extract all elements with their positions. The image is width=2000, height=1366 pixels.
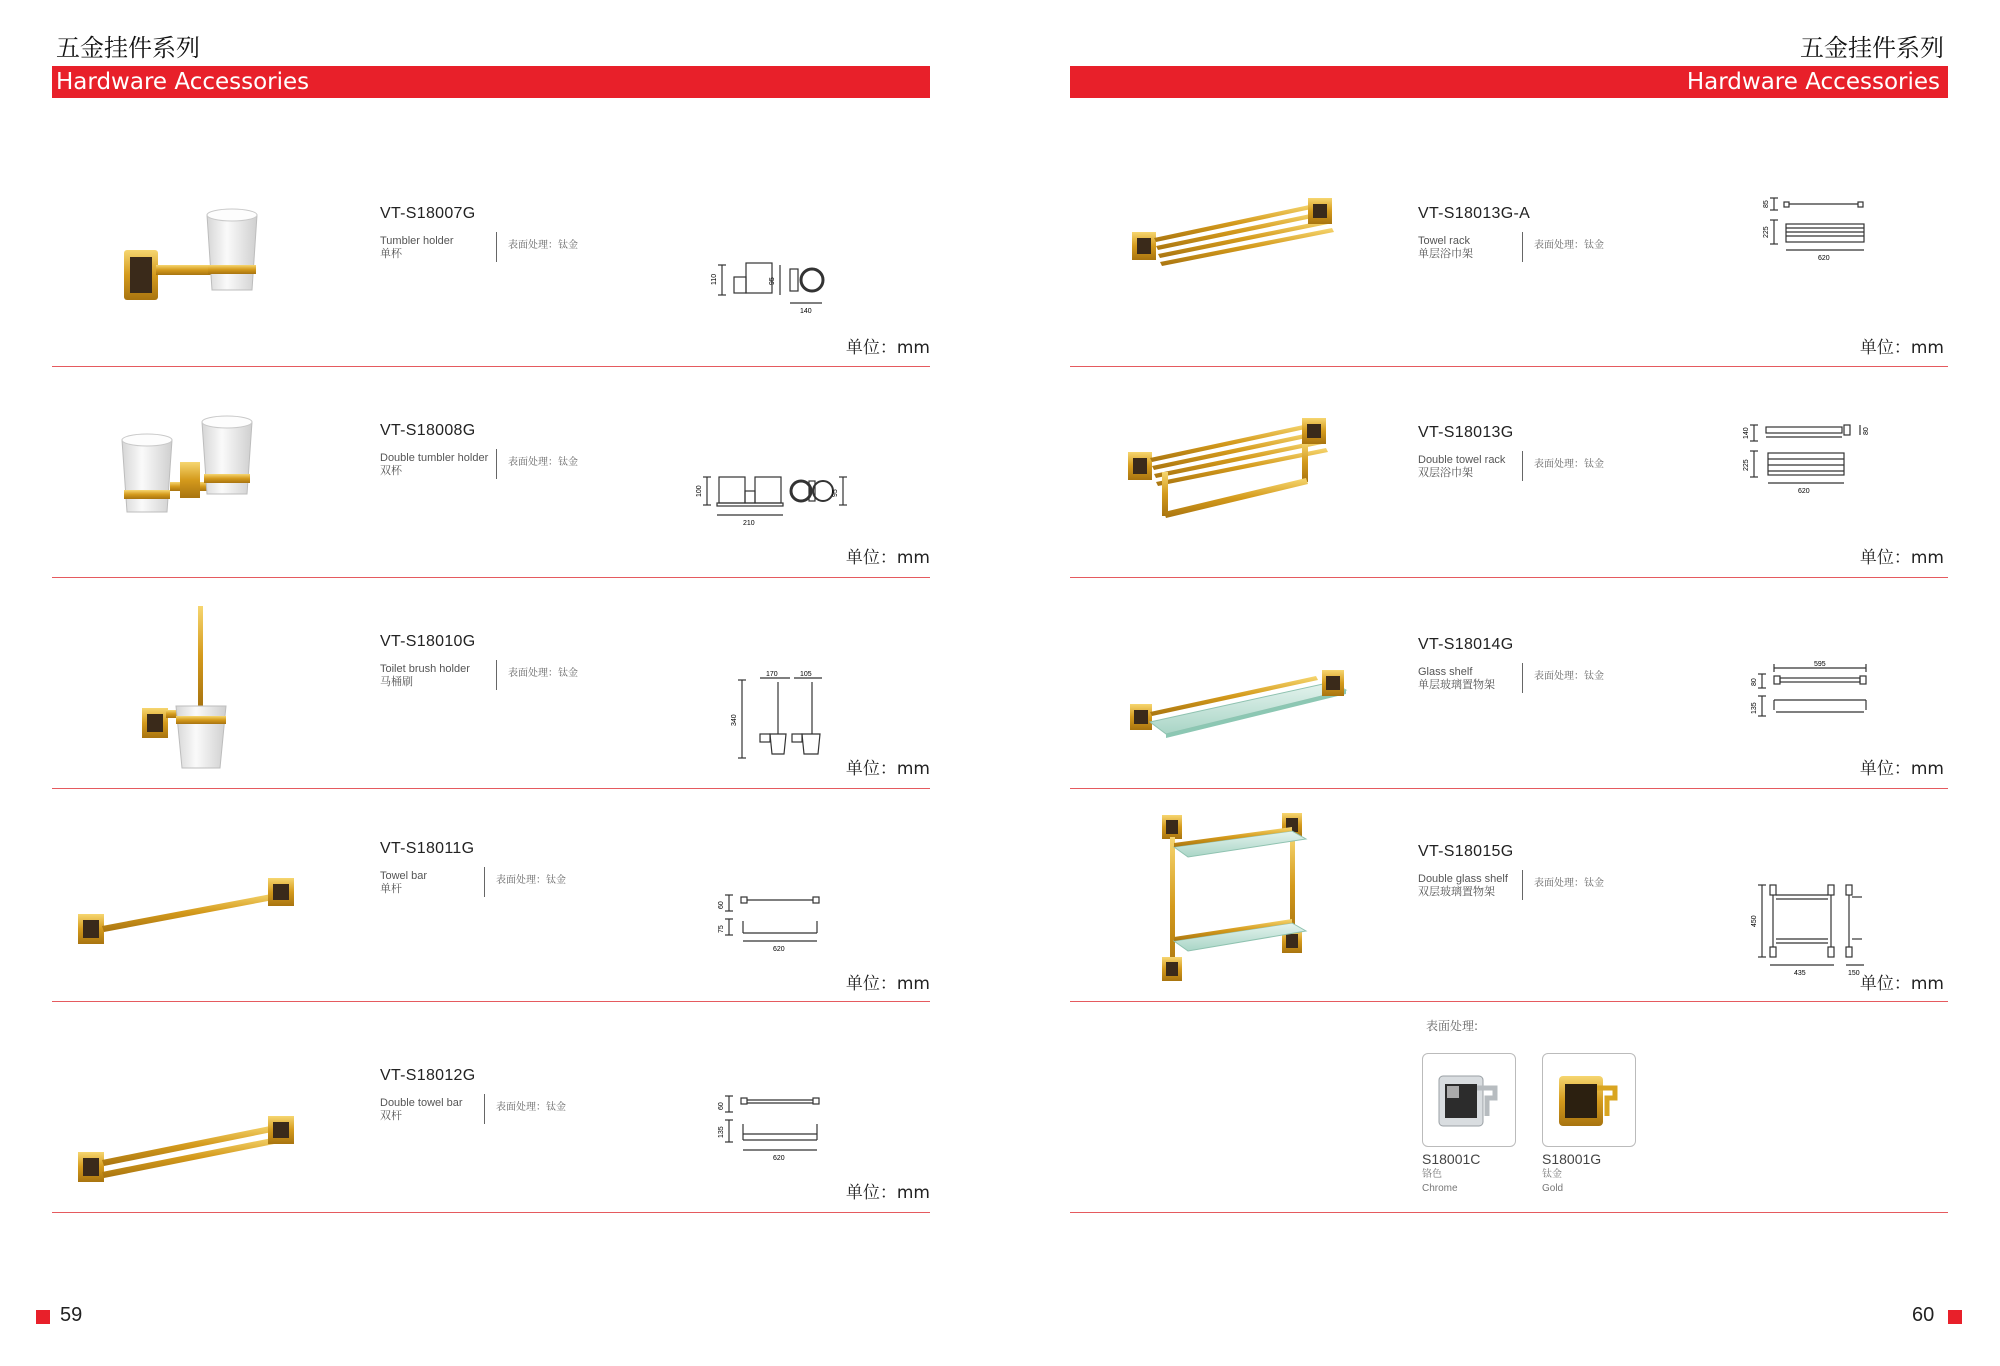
dim-1: 110 [711, 273, 718, 285]
left-banner-text: Hardware Accessories [56, 69, 310, 95]
product-name-cn: 单层玻璃置物架 [1418, 679, 1495, 691]
product-row-vt-s18015g [1070, 789, 1948, 1001]
dim-3: 620 [773, 1155, 785, 1162]
unit-label: 单位：mm [845, 974, 930, 994]
glass-shelf-drawing [1750, 660, 1880, 740]
dim-2: 225 [1763, 226, 1770, 238]
product-name-cn: 双层玻璃置物架 [1418, 886, 1495, 898]
product-row-vt-s18011g [52, 789, 930, 1001]
chrome-hook-icon [1423, 1054, 1515, 1146]
page-number-right: 60 [1912, 1304, 1935, 1326]
dim-2: 95 [769, 277, 776, 285]
right-red-banner [1070, 66, 1948, 98]
finish-text: 表面处理：钛金 [508, 240, 578, 251]
product-name-en: Double tumbler holder [380, 452, 489, 464]
finish-text: 表面处理：钛金 [1534, 240, 1604, 251]
unit-label: 单位：mm [845, 548, 930, 568]
right-banner-text: Hardware Accessories [1686, 69, 1940, 95]
finish-text: 表面处理：钛金 [1534, 671, 1604, 682]
left-red-banner [52, 66, 930, 98]
product-row-vt-s18014g [1070, 578, 1948, 788]
tumbler-holder-photo [112, 195, 292, 325]
product-name-cn: 单杆 [380, 883, 402, 895]
unit-label: 单位：mm [845, 759, 930, 779]
tumbler-holder-drawing [712, 255, 872, 325]
dim-1: 450 [1751, 915, 1758, 927]
separator [496, 232, 497, 262]
row-divider [1070, 1212, 1948, 1213]
product-name-en: Double glass shelf [1418, 873, 1508, 885]
product-name-cn: 双杆 [380, 1110, 402, 1122]
product-row-vt-s18013g-a [1070, 140, 1948, 366]
product-name-cn: 双杯 [380, 465, 402, 477]
product-name-en: Toilet brush holder [380, 663, 470, 675]
product-model: VT-S18008G [380, 422, 476, 439]
dim-2: 210 [743, 520, 755, 527]
finish-text: 表面处理：钛金 [496, 1102, 566, 1113]
finish-text: 表面处理：钛金 [1534, 878, 1604, 889]
dim-3: 150 [1848, 970, 1860, 977]
product-name-en: Double towel bar [380, 1097, 463, 1109]
unit-label: 单位：mm [1859, 338, 1944, 358]
swatch-chrome-code: S18001C [1422, 1151, 1481, 1167]
product-model: VT-S18007G [380, 205, 476, 222]
dim-1: 170 [766, 671, 778, 678]
row-divider [52, 1212, 930, 1213]
dim-3: 95 [832, 489, 839, 497]
page-number-left: 59 [60, 1304, 83, 1326]
double-glass-shelf-drawing [1750, 881, 1880, 981]
product-row-vt-s18007g [52, 140, 930, 366]
right-header-title: 五金挂件系列 [1800, 34, 1944, 62]
product-model: VT-S18015G [1418, 843, 1514, 860]
product-name-en: Tumbler holder [380, 235, 454, 247]
product-name-en: Double towel rack [1418, 454, 1506, 466]
finish-text: 表面处理：钛金 [1534, 459, 1604, 470]
toilet-brush-holder-drawing [730, 670, 850, 770]
double-glass-shelf-photo [1158, 809, 1328, 989]
product-row-vt-s18008g [52, 367, 930, 577]
towel-rack-photo [1128, 192, 1358, 292]
swatch-gold[interactable] [1542, 1053, 1636, 1147]
towel-bar-drawing [717, 889, 837, 959]
product-row-vt-s18012g [52, 1002, 930, 1212]
dim-1: 100 [696, 485, 703, 497]
product-model: VT-S18011G [380, 840, 475, 857]
swatch-chrome[interactable] [1422, 1053, 1516, 1147]
left-header-title: 五金挂件系列 [56, 34, 200, 62]
product-name-cn: 单层浴巾架 [1418, 248, 1473, 260]
swatch-gold-code: S18001G [1542, 1151, 1602, 1167]
unit-label: 单位：mm [845, 338, 930, 358]
separator [1522, 232, 1523, 262]
finish-swatches [1420, 1015, 1680, 1205]
swatch-chrome-cn: 铬色 [1422, 1169, 1442, 1180]
separator [484, 1094, 485, 1124]
double-towel-bar-photo [72, 1102, 322, 1192]
dim-3: 620 [773, 946, 785, 953]
product-name-en: Glass shelf [1418, 666, 1473, 678]
dim-2: 135 [718, 1126, 725, 1138]
separator [1522, 663, 1523, 693]
separator [496, 449, 497, 479]
product-row-vt-s18010g [52, 578, 930, 788]
double-towel-bar-drawing [717, 1090, 837, 1170]
dim-2: 75 [718, 925, 725, 933]
product-model: VT-S18013G [1418, 424, 1514, 441]
dim-3: 135 [1751, 702, 1758, 714]
unit-label: 单位：mm [845, 1183, 930, 1203]
product-model: VT-S18014G [1418, 636, 1514, 653]
product-row-vt-s18013g [1070, 367, 1948, 577]
unit-label: 单位：mm [1859, 759, 1944, 779]
dim-1: 60 [718, 901, 725, 909]
page-marker-right [1948, 1310, 1962, 1324]
dim-3: 340 [731, 714, 738, 726]
page-marker-left [36, 1310, 50, 1324]
dim-3: 140 [800, 308, 812, 315]
towel-rack-drawing [1760, 192, 1880, 272]
dim-2: 435 [1794, 970, 1806, 977]
finish-text: 表面处理：钛金 [496, 875, 566, 886]
swatch-gold-cn: 钛金 [1542, 1169, 1562, 1180]
dim-2: 80 [1863, 427, 1870, 435]
glass-shelf-photo [1126, 668, 1366, 758]
separator [1522, 451, 1523, 481]
product-model: VT-S18012G [380, 1067, 476, 1084]
dim-4: 620 [1798, 488, 1810, 495]
swatch-chrome-en: Chrome [1422, 1183, 1458, 1194]
swatch-heading: 表面处理: [1426, 1019, 1479, 1033]
unit-label: 单位：mm [1859, 974, 1944, 994]
separator [496, 660, 497, 690]
dim-2: 80 [1751, 678, 1758, 686]
towel-bar-photo [72, 864, 322, 954]
product-name-cn: 双层浴巾架 [1418, 467, 1473, 479]
dim-1: 140 [1743, 427, 1750, 439]
dim-1: 85 [1763, 200, 1770, 208]
separator [484, 867, 485, 897]
product-name-en: Towel rack [1418, 235, 1470, 247]
product-name-en: Towel bar [380, 870, 428, 882]
product-name-cn: 单杯 [380, 248, 402, 260]
product-model: VT-S18010G [380, 633, 476, 650]
dim-1: 595 [1814, 661, 1826, 668]
double-towel-rack-photo [1122, 412, 1352, 542]
double-towel-rack-drawing [1740, 417, 1880, 507]
finish-text: 表面处理：钛金 [508, 668, 578, 679]
dim-3: 620 [1818, 255, 1830, 262]
double-tumbler-holder-photo [112, 412, 312, 532]
toilet-brush-holder-photo [132, 598, 252, 778]
double-tumbler-holder-drawing [697, 467, 887, 537]
dim-3: 225 [1743, 459, 1750, 471]
gold-hook-icon [1543, 1054, 1635, 1146]
separator [1522, 870, 1523, 900]
product-model: VT-S18013G-A [1418, 205, 1531, 222]
swatch-gold-en: Gold [1542, 1183, 1564, 1194]
unit-label: 单位：mm [1859, 548, 1944, 568]
product-name-cn: 马桶刷 [380, 676, 413, 688]
finish-text: 表面处理：钛金 [508, 457, 578, 468]
dim-2: 105 [800, 671, 812, 678]
row-divider [1070, 1001, 1948, 1002]
dim-1: 60 [718, 1102, 725, 1110]
